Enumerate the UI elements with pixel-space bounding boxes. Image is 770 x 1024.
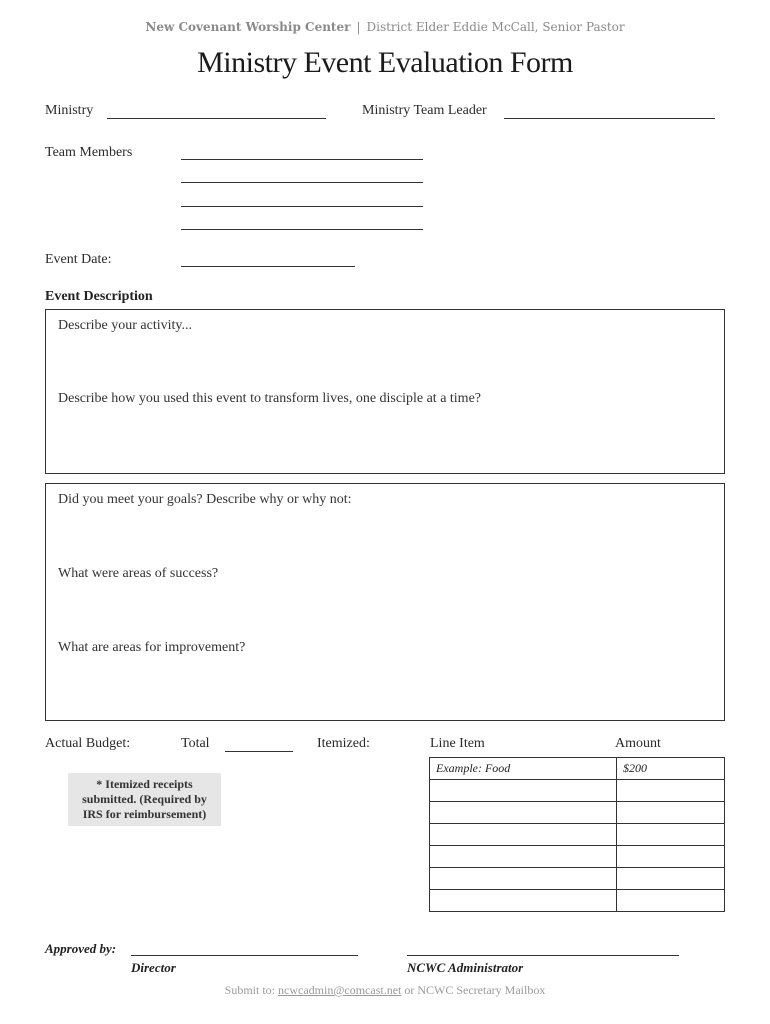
amount-cell[interactable]	[617, 890, 725, 912]
amount-header: Amount	[615, 736, 661, 751]
event-date-label: Event Date:	[45, 252, 112, 267]
table-row[interactable]	[430, 890, 725, 912]
table-row[interactable]	[430, 846, 725, 868]
line-item-cell[interactable]	[430, 824, 617, 846]
event-date-field[interactable]	[181, 266, 355, 267]
describe-activity-prompt: Describe your activity...	[58, 318, 192, 333]
director-label: Director	[131, 960, 176, 975]
line-item-cell[interactable]	[430, 780, 617, 802]
amount-cell[interactable]	[617, 780, 725, 802]
goals-evaluation-box[interactable]	[45, 483, 725, 721]
total-label: Total	[181, 736, 210, 751]
page-header	[0, 20, 770, 34]
approved-by-label: Approved by:	[45, 941, 117, 956]
ministry-field[interactable]	[107, 118, 326, 119]
team-member-field-3[interactable]	[181, 206, 423, 207]
amount-cell[interactable]	[617, 868, 725, 890]
table-row[interactable]	[430, 802, 725, 824]
line-item-cell[interactable]	[430, 890, 617, 912]
event-description-box[interactable]	[45, 309, 725, 474]
team-member-field-1[interactable]	[181, 159, 423, 160]
transform-lives-prompt: Describe how you used this event to transform lives, one disciple at a time?	[58, 391, 482, 406]
table-row[interactable]	[430, 780, 725, 802]
event-description-heading: Event Description	[45, 289, 153, 304]
amount-cell[interactable]	[617, 846, 725, 868]
actual-budget-label: Actual Budget:	[45, 736, 131, 751]
administrator-label: NCWC Administrator	[407, 960, 524, 975]
line-item-cell[interactable]	[430, 868, 617, 890]
org-name: New Covenant Worship Center	[145, 20, 351, 34]
improvement-prompt: What are areas for improvement?	[58, 640, 246, 655]
submit-email-link[interactable]: ncwcadmin@comcast.net	[278, 983, 402, 997]
table-row[interactable]	[430, 868, 725, 890]
table-row[interactable]	[430, 824, 725, 846]
amount-cell[interactable]	[617, 824, 725, 846]
header-separator: |	[356, 20, 361, 34]
example-amount: $200	[617, 758, 725, 780]
table-row	[430, 758, 725, 780]
team-leader-field[interactable]	[504, 118, 715, 119]
pastor-name: District Elder Eddie McCall, Senior Pastor	[366, 20, 625, 34]
ministry-label: Ministry	[45, 103, 94, 118]
receipts-note: * Itemized receipts submitted. (Required by IRS for reimbursement)	[68, 773, 221, 826]
budget-table	[429, 757, 725, 912]
total-field[interactable]	[225, 751, 293, 752]
example-line-item: Example: Food	[430, 758, 617, 780]
itemized-label: Itemized:	[317, 736, 370, 751]
line-item-cell[interactable]	[430, 846, 617, 868]
team-leader-label: Ministry Team Leader	[362, 103, 487, 118]
team-member-field-2[interactable]	[181, 182, 423, 183]
line-item-header: Line Item	[430, 736, 485, 751]
goals-prompt: Did you meet your goals? Describe why or why not:	[58, 492, 352, 507]
success-prompt: What were areas of success?	[58, 566, 219, 581]
submit-prefix: Submit to:	[224, 983, 276, 997]
team-member-field-4[interactable]	[181, 229, 423, 230]
page-title: Ministry Event Evaluation Form	[197, 46, 573, 79]
line-item-cell[interactable]	[430, 802, 617, 824]
administrator-signature-line[interactable]	[407, 955, 679, 956]
director-signature-line[interactable]	[131, 955, 358, 956]
amount-cell[interactable]	[617, 802, 725, 824]
submit-footer	[0, 983, 770, 998]
team-members-label: Team Members	[45, 145, 133, 160]
submit-suffix: or NCWC Secretary Mailbox	[404, 983, 546, 997]
